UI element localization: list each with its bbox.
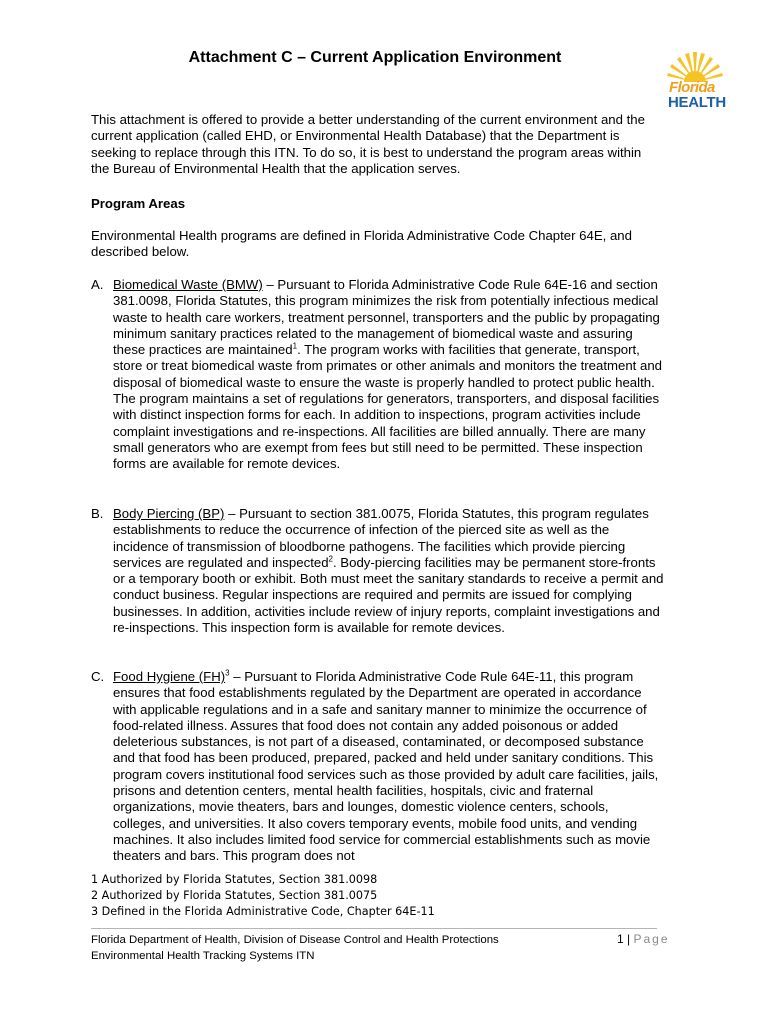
page-number-value: 1 <box>617 932 624 946</box>
logo-florida-text: Florida <box>669 79 715 96</box>
logo-health-text: HEALTH <box>668 94 726 111</box>
list-marker: A. <box>91 277 104 292</box>
item-text-part2: . The program works with facilities that generate, transport, store or treat biomedical waste from primates or other animals and monitors the treatment and disposal of biomedical waste to ensure the waste is properly handled to protect public health. The program maintains a set of regulations for generators, transporters, and disposal facilities with distinct inspection forms for each. In addition to inspections, program activities include complaint investigations and re-inspections. All facilities are billed annually. There are many small generators who are exempt from fees but still need to be permitted. These inspection forms are available for remote devices. <box>113 342 662 472</box>
list-item-text <box>113 506 664 636</box>
program-name: Food Hygiene (FH) <box>113 669 226 684</box>
page-number <box>617 932 670 946</box>
footnotes <box>91 872 435 920</box>
list-marker: C. <box>91 669 105 684</box>
program-name: Biomedical Waste (BMW) <box>113 277 263 292</box>
footer-line-2: Environmental Health Tracking Systems ITN <box>91 949 315 962</box>
footnote-2: 2 Authorized by Florida Statutes, Section 381.0075 <box>91 889 378 902</box>
footnote-ref: 1 <box>292 341 298 351</box>
page-separator: | <box>623 932 634 946</box>
footer-line-1: Florida Department of Health, Division of Disease Control and Health Protections <box>91 934 499 946</box>
list-item-text <box>113 669 664 865</box>
item-text-part2: . Body-piercing facilities may be permanent store-fronts or a temporary booth or exhibit. Both must meet the sanitary standards to receive a permit and conduct business. Regular inspections are required and permits are issued for complying businesses. In addition, activities include review of injury reports, complaint investigations and re-inspections. This inspection form is available for remote devices. <box>113 554 664 636</box>
footnote-ref: 3 <box>225 668 230 678</box>
footer-text <box>91 933 499 964</box>
item-text-part1: – Pursuant to section 381.0075, Florida Statutes, this program regulates establishments to reduce the occurrence of infection of the pierced site as well as the incidence of transmission of bloodborne pathogens. The facilities which provide piercing services are regulated and inspected <box>113 506 649 570</box>
program-name: Body Piercing (BP) <box>113 506 225 521</box>
page-label: Page <box>633 932 670 946</box>
list-marker: B. <box>91 506 104 521</box>
footnote-ref: 2 <box>328 554 333 564</box>
item-text-part1: – Pursuant to Florida Administrative Code Rule 64E-11, this program ensures that food establishments regulated by the Department are operated in accordance with applicable regulations and in a safe and sanitary manner to minimize the occurrence of food-related illness. Assures that food does not contain any added poisonous or added deleterious substances, is not part of a diseased, contaminated, or decomposed substance and that food has been produced, prepared, packed and held under sanitary conditions. This program covers institutional food services such as those provided by adult care facilities, jails, prisons and detention centers, mental health facilities, hospitals, civic and fraternal organizations, movie theaters, bars and lounges, domestic violence centers, schools, colleges, and universities. It also covers temporary events, mobile food units, and vending machines. It also includes limited food service for commercial establishments such as movie theaters and bars. This program does not <box>113 669 659 864</box>
definition-paragraph: Environmental Health programs are defined in Florida Administrative Code Chapter 64E, and described below. <box>91 228 632 260</box>
footer-divider <box>91 928 657 929</box>
list-item-text <box>113 277 664 473</box>
footnote-1: 1 Authorized by Florida Statutes, Section 381.0098 <box>91 873 378 886</box>
item-text-part1: – Pursuant to Florida Administrative Code Rule 64E-16 and section 381.0098, Florida Statutes, this program minimizes the risk from potentially infectious medical waste to health care workers, treatment personnel, transporters and the public by propagating minimum sanitary practices related to the management of biomedical waste and assuring these practices are maintained <box>113 277 660 358</box>
footnote-3: 3 Defined in the Florida Administrative Code, Chapter 64E-11 <box>91 905 435 918</box>
intro-paragraph: This attachment is offered to provide a better understanding of the current environment and the current application (called EHD, or Environmental Health Database) that the Department is seeking to replace through this ITN. To do so, it is best to understand the program areas within the Bureau of Environmental Health that the application serves. <box>91 112 645 176</box>
program-areas-heading: Program Areas <box>91 196 186 211</box>
page-title: Attachment C – Current Application Environment <box>188 49 562 66</box>
